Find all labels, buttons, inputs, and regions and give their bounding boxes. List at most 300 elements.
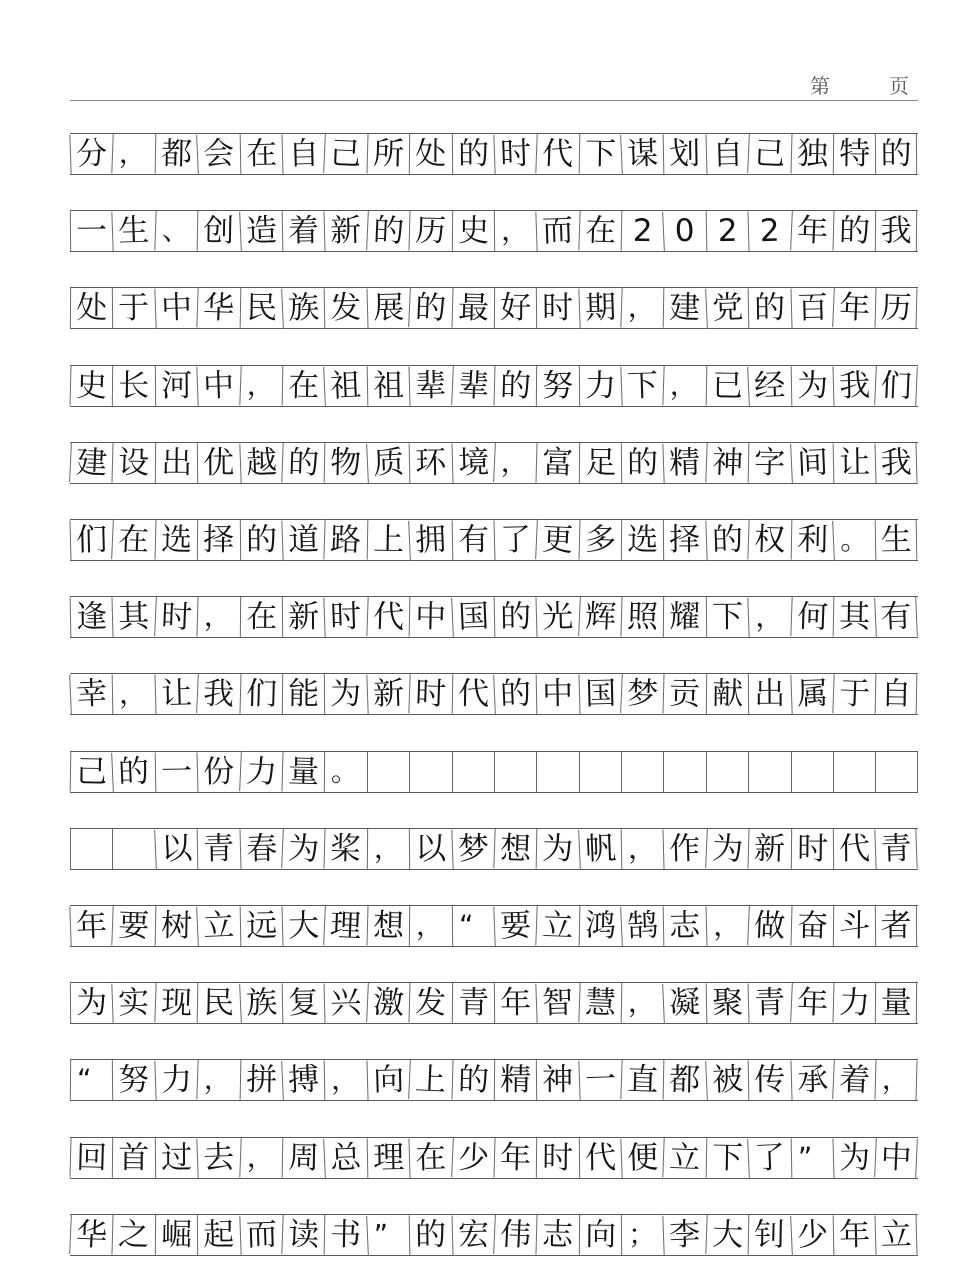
grid-cell: 自: [875, 674, 918, 715]
grid-cell: 们: [875, 365, 919, 407]
grid-row: [70, 133, 918, 175]
grid-cell: 2: [748, 211, 791, 252]
grid-cell: 搏: [281, 1059, 325, 1101]
grid-cell: 族: [281, 287, 325, 329]
grid-cell: 们: [239, 674, 282, 715]
grid-cell: 耀: [663, 597, 706, 637]
grid-cell: 新: [282, 597, 325, 637]
grid-cell: ，: [112, 674, 155, 715]
grid-cell: 代: [579, 1137, 622, 1177]
grid-cell: 时: [154, 596, 198, 638]
grid-cell: 我: [875, 442, 918, 483]
grid-cell: ”: [790, 1137, 833, 1178]
grid-cell: 青: [875, 828, 919, 869]
grid-cell: 大: [281, 905, 324, 946]
grid-cell: 时: [536, 1137, 579, 1177]
grid-cell: 现: [154, 982, 198, 1023]
grid-cell: 梦: [620, 673, 664, 715]
grid-cell: 力: [579, 365, 622, 405]
grid-cell: 拥: [408, 519, 452, 561]
grid-row: [70, 365, 918, 407]
grid-cell: 自: [705, 133, 748, 174]
grid-cell: 为: [70, 983, 113, 1023]
grid-cell: 都: [663, 1060, 706, 1101]
grid-cell: 远: [239, 906, 282, 947]
grid-cell: 华: [69, 1214, 113, 1256]
grid-cell: 创: [197, 211, 240, 252]
grid-cell: 立: [663, 1137, 707, 1178]
grid-cell: 。: [832, 519, 876, 561]
grid-cell: ，: [324, 1060, 367, 1101]
grid-cell: 出: [748, 674, 791, 714]
grid-cell: [367, 752, 409, 792]
grid-cell: 的: [493, 673, 537, 715]
grid-cell: 兴: [324, 983, 367, 1024]
grid-cell: 在: [239, 597, 282, 637]
grid-cell: [875, 752, 917, 792]
grid-cell: 神: [705, 442, 749, 483]
grid-cell: 力: [833, 983, 876, 1024]
grid-cell: 聚: [706, 983, 749, 1024]
grid-cell: 祖: [366, 365, 409, 406]
grid-cell: 一: [154, 751, 197, 792]
grid-cell: 足: [579, 443, 622, 483]
grid-cell: 时: [408, 674, 452, 715]
grid-cell: 境: [451, 442, 494, 483]
grid-cell: ，: [620, 288, 664, 329]
grid-cell: 慧: [578, 982, 622, 1023]
grid-cell: 为: [536, 828, 579, 869]
grid-cell: 我: [833, 365, 876, 406]
grid-cell: 的: [705, 519, 749, 560]
grid-cell: 立: [875, 1214, 918, 1255]
grid-cell: 少: [451, 1137, 495, 1179]
grid-cell: ，: [239, 365, 283, 406]
grid-cell: 展: [366, 288, 409, 329]
grid-cell: 辈: [451, 365, 495, 407]
grid-cell: ，: [367, 829, 410, 869]
grid-cell: 激: [366, 982, 410, 1024]
grid-row: [70, 982, 918, 1024]
grid-cell: 道: [281, 519, 325, 560]
grid-cell: 分: [69, 133, 113, 174]
grid-cell: 年: [69, 905, 113, 946]
grid-cell: 以: [154, 828, 198, 870]
grid-cell: 历: [409, 211, 452, 252]
grid-cell: 的: [281, 442, 325, 483]
grid-cell: 中: [154, 288, 198, 329]
grid-cell: 让: [154, 674, 197, 715]
grid-cell: [791, 752, 833, 792]
grid-cell: 年: [790, 982, 834, 1024]
grid-cell: 献: [706, 674, 749, 714]
grid-cell: 努: [112, 1060, 155, 1100]
grid-row: [70, 905, 918, 947]
grid-row: [70, 1214, 918, 1256]
grid-cell: 河: [155, 365, 198, 405]
grid-cell: ，: [196, 1060, 240, 1101]
grid-cell: 理: [366, 1137, 409, 1178]
grid-cell: 总: [323, 1137, 367, 1179]
grid-cell: 大: [705, 1214, 749, 1255]
grid-cell: 少: [790, 1214, 834, 1256]
grid-cell: 鹄: [620, 905, 664, 947]
grid-cell: 贡: [663, 674, 706, 715]
grid-cell: 之: [112, 1214, 155, 1255]
grid-cell: 设: [112, 442, 155, 483]
grid-cell: [409, 752, 451, 792]
grid-cell: 代: [451, 674, 494, 715]
grid-cell: 于: [112, 288, 155, 328]
grid-cell: 传: [748, 1060, 791, 1101]
grid-cell: 智: [536, 982, 580, 1023]
grid-cell: ，: [197, 597, 240, 638]
grid-cell: 力: [154, 1060, 198, 1101]
grid-cell: 照: [621, 597, 664, 638]
grid-row: [70, 673, 918, 715]
grid-cell: 着: [282, 211, 325, 252]
grid-cell: 时: [324, 596, 368, 637]
grid-cell: 党: [705, 287, 749, 329]
grid-cell: ，: [705, 905, 748, 946]
grid-cell: [112, 829, 154, 869]
grid-cell: 为: [705, 828, 749, 870]
grid-cell: 的: [239, 520, 282, 560]
grid-cell: ，: [748, 596, 792, 637]
grid-cell: 权: [748, 519, 792, 560]
grid-cell: 、: [154, 210, 198, 251]
grid-cell: 以: [409, 829, 452, 869]
grid-cell: 时: [536, 288, 579, 328]
grid-cell: 多: [578, 519, 621, 560]
grid-cell: ，: [875, 1060, 918, 1101]
grid-cell: 春: [239, 828, 282, 869]
grid-cell: 想: [366, 905, 409, 946]
grid-cell: 拼: [239, 1060, 282, 1101]
grid-cell: 在: [239, 134, 282, 175]
grid-cell: [706, 752, 748, 792]
grid-cell: 路: [324, 519, 368, 560]
grid-cell: 谋: [620, 133, 664, 175]
grid-cell: ，: [493, 442, 537, 484]
grid-cell: 着: [832, 1059, 876, 1101]
grid-cell: 首: [112, 1137, 155, 1177]
grid-cell: 被: [705, 1059, 749, 1101]
grid-cell: [833, 752, 875, 792]
grid-cell: 年: [790, 210, 834, 252]
grid-cell: 起: [197, 1215, 240, 1255]
grid-row: [70, 828, 918, 870]
grid-cell: 上: [408, 1059, 452, 1101]
grid-cell: 而: [536, 210, 580, 251]
grid-cell: 百: [790, 288, 833, 329]
grid-cell: 书: [324, 1214, 367, 1255]
grid-cell: [748, 752, 790, 792]
grid-cell: 青: [451, 983, 494, 1023]
grid-cell: 代: [366, 596, 410, 637]
grid-cell: [536, 752, 578, 792]
grid-cell: 奋: [790, 905, 833, 946]
grid-cell: 其: [112, 597, 155, 638]
grid-cell: 光: [536, 597, 579, 638]
grid-cell: ”: [366, 1214, 410, 1256]
grid-cell: [621, 752, 663, 792]
grid-cell: 能: [282, 674, 325, 714]
grid-cell: 生: [112, 210, 156, 251]
grid-cell: ，: [494, 211, 537, 251]
grid-cell: 份: [197, 751, 240, 792]
grid-cell: [663, 752, 705, 792]
grid-cell: ，: [621, 828, 664, 869]
grid-cell: 祖: [323, 365, 367, 407]
grid-cell: 经: [747, 365, 791, 407]
grid-cell: ，: [112, 133, 156, 174]
grid-cell: 回: [69, 1137, 112, 1178]
grid-cell: 新: [324, 211, 367, 252]
grid-cell: 越: [239, 442, 283, 483]
grid-cell: 所: [366, 133, 409, 174]
grid-cell: 历: [875, 288, 918, 329]
grid-row: [70, 287, 918, 329]
grid-cell: 立: [536, 905, 580, 946]
grid-cell: ，: [663, 365, 707, 406]
grid-cell: 理: [323, 905, 367, 947]
grid-cell: 选: [621, 520, 664, 560]
grid-cell: 0: [663, 210, 707, 252]
grid-cell: 选: [154, 519, 197, 560]
grid-cell: 民: [239, 288, 282, 329]
grid-cell: 中: [536, 674, 579, 715]
grid-cell: 下: [620, 365, 664, 406]
grid-cell: 做: [747, 905, 791, 947]
grid-cell: 字: [748, 442, 791, 483]
grid-cell: 辈: [409, 365, 452, 406]
grid-cell: 处: [70, 288, 113, 328]
grid-cell: 为: [281, 828, 325, 870]
grid-cell: 建: [69, 442, 113, 484]
grid-cell: 中: [196, 365, 240, 406]
grid-cell: 崛: [155, 1215, 198, 1255]
grid-cell: 年: [832, 287, 876, 329]
grid-cell: 辉: [578, 596, 622, 638]
grid-row: [70, 1059, 918, 1101]
grid-cell: 青: [748, 983, 791, 1024]
grid-row: [70, 596, 918, 638]
grid-row: [70, 210, 918, 252]
grid-cell: 承: [790, 1060, 833, 1101]
grid-cell: 青: [197, 828, 240, 869]
grid-cell: 在: [409, 1137, 452, 1178]
grid-cell: 有: [875, 596, 919, 638]
grid-cell: 都: [154, 134, 197, 175]
grid-cell: 我: [196, 673, 240, 715]
grid-cell: 长: [112, 365, 155, 405]
grid-cell: 史: [69, 365, 112, 406]
grid-cell: 自: [281, 133, 324, 174]
grid-cell: 的: [748, 288, 791, 329]
grid-cell: 的: [112, 751, 156, 793]
grid-cell: 最: [451, 288, 494, 329]
grid-cell: 树: [154, 906, 197, 947]
grid-cell: “: [451, 906, 494, 946]
grid-cell: 华: [196, 288, 240, 329]
grid-cell: 何: [790, 596, 834, 637]
grid-cell: ，: [239, 1137, 283, 1178]
grid-cell: 新: [748, 828, 791, 869]
grid-cell: 鸿: [578, 906, 621, 947]
grid-cell: 期: [578, 288, 622, 329]
grid-cell: 特: [833, 134, 876, 174]
grid-cell: 李: [663, 1214, 707, 1255]
grid-cell: 其: [833, 597, 876, 638]
grid-cell: 的: [621, 443, 664, 483]
grid-cell: 为: [324, 674, 367, 714]
grid-cell: 在: [282, 365, 325, 406]
grid-cell: 向: [366, 1060, 409, 1101]
grid-cell: 的: [409, 1214, 452, 1255]
grid-cell: 神: [536, 1060, 579, 1100]
grid-cell: 民: [197, 983, 240, 1024]
grid-cell: 向: [579, 1215, 622, 1255]
grid-cell: 过: [155, 1137, 198, 1177]
grid-cell: 年: [494, 983, 537, 1023]
grid-cell: 代: [833, 829, 876, 869]
grid-cell: 桨: [324, 828, 367, 869]
grid-cell: 好: [494, 288, 537, 328]
grid-cell: 史: [451, 211, 494, 251]
grid-cell: 已: [706, 365, 749, 406]
grid-cell: 我: [875, 211, 918, 251]
grid-cell: 的: [875, 134, 918, 174]
grid-cell: 的: [494, 597, 537, 638]
grid-cell: 己: [747, 133, 791, 175]
grid-cell: [494, 752, 536, 792]
grid-cell: ，: [409, 906, 452, 946]
grid-cell: 的: [451, 134, 494, 174]
grid-cell: 的: [408, 287, 452, 329]
grid-cell: 划: [663, 134, 706, 175]
grid-cell: 斗: [833, 906, 876, 946]
grid-cell: 为: [833, 1137, 876, 1178]
grid-cell: 利: [790, 520, 833, 561]
grid-cell: 为: [790, 365, 833, 406]
grid-cell: 力: [239, 751, 283, 793]
grid-cell: 富: [536, 442, 579, 483]
grid-cell: 在: [112, 519, 156, 561]
grid-cell: 质: [366, 442, 410, 484]
grid-cell: 们: [69, 519, 112, 560]
grid-cell: 量: [875, 983, 918, 1023]
grid-cell: 了: [747, 1137, 791, 1179]
grid-cell: 处: [409, 134, 452, 174]
grid-cell: 族: [239, 982, 283, 1024]
grid-cell: 环: [409, 442, 452, 483]
grid-cell: 伟: [493, 1214, 537, 1256]
grid-cell: 精: [494, 1060, 537, 1100]
grid-cell: 建: [663, 288, 706, 329]
grid-cell: 更: [535, 519, 579, 561]
grid-cell: 直: [620, 1060, 664, 1101]
grid-cell: 宏: [451, 1214, 494, 1255]
grid-cell: 的: [833, 211, 876, 252]
grid-row: [70, 1137, 918, 1179]
page-label-ye: 页: [889, 74, 909, 98]
grid-cell: [579, 752, 621, 792]
grid-cell: 实: [112, 982, 156, 1023]
grid-cell: 一: [578, 1060, 622, 1101]
grid-cell: 下: [578, 134, 621, 175]
grid-cell: 让: [833, 442, 876, 483]
grid-row: [70, 442, 918, 484]
grid-cell: 读: [281, 1214, 325, 1255]
grid-cell: 在: [578, 210, 622, 251]
grid-cell: 下: [706, 597, 749, 637]
grid-cell: 属: [790, 674, 834, 715]
grid-cell: 年: [493, 1137, 536, 1178]
grid-cell: 一: [70, 211, 113, 251]
grid-cell: 间: [790, 442, 834, 484]
grid-cell: “: [70, 1060, 113, 1100]
grid-cell: 的: [493, 365, 536, 406]
grid-cell: 发: [409, 983, 452, 1024]
grid-cell: 志: [536, 1214, 579, 1255]
grid-cell: 优: [197, 443, 240, 483]
grid-cell: 量: [281, 751, 324, 792]
grid-cell: 要: [112, 905, 156, 946]
grid-cell: 择: [197, 520, 240, 560]
grid-cell: 新: [366, 674, 410, 715]
grid-cell: ，: [621, 983, 664, 1024]
page-label-di: 第: [810, 74, 830, 98]
grid-cell: 国: [578, 674, 621, 715]
grid-cell: 发: [324, 288, 367, 329]
grid-cell: 逢: [70, 597, 113, 638]
grid-cell: 去: [196, 1137, 240, 1178]
grid-cell: 时: [790, 829, 833, 869]
grid-cell: 独: [790, 133, 833, 174]
grid-cell: 梦: [451, 828, 495, 869]
grid-cell: 的: [451, 1060, 494, 1101]
grid-cell: 了: [493, 519, 536, 560]
grid-cell: 有: [451, 520, 494, 561]
grid-cell: 。: [324, 751, 367, 791]
grid-cell: 择: [663, 520, 706, 560]
grid-cell: 作: [663, 828, 706, 869]
grid-cell: 凝: [663, 982, 707, 1024]
grid-cell: 代: [536, 133, 580, 174]
grid-cell: [70, 829, 112, 869]
grid-cell: 会: [196, 133, 240, 175]
grid-cell: 2: [706, 211, 749, 252]
grid-cell: 要: [493, 905, 537, 946]
grid-row: [70, 751, 918, 793]
grid-cell: 幸: [69, 673, 113, 715]
grid-cell: 立: [196, 905, 240, 947]
grid-cell: 年: [833, 1214, 876, 1255]
grid-cell: 周: [282, 1137, 325, 1178]
grid-cell: 己: [323, 133, 367, 175]
grid-cell: 精: [663, 442, 707, 483]
grid-cell: 复: [282, 983, 325, 1024]
grid-cell: 生: [875, 520, 918, 561]
grid-cell: 己: [70, 751, 113, 792]
grid-cell: 下: [706, 1137, 749, 1178]
grid-cell: 出: [155, 443, 198, 483]
grid-cell: 而: [239, 1214, 283, 1255]
grid-cell: 中: [409, 597, 452, 638]
grid-cell: 努: [536, 365, 579, 405]
grid-cell: 帆: [578, 828, 622, 870]
